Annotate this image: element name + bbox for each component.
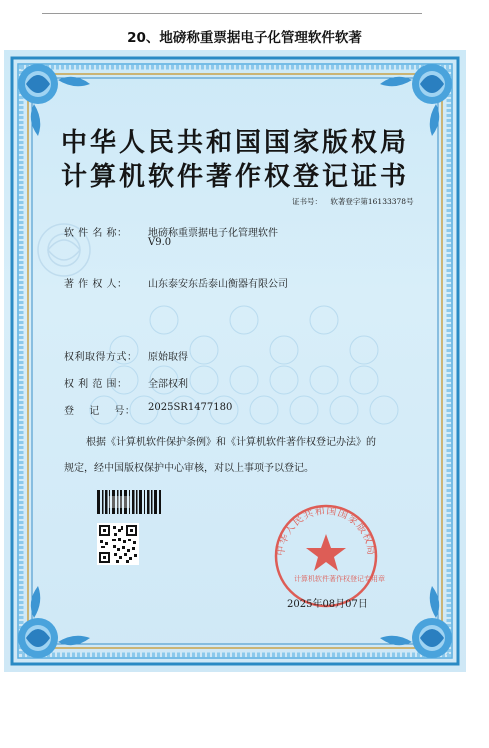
page-heading: 20、地磅称重票据电子化管理软件软著 [127,30,362,46]
software-version-value: V9.0 [148,237,172,248]
official-seal [274,505,378,606]
rights-acquisition-label: 权利取得方式： [64,352,138,363]
rights-scope-label: 权 利 范 围： [64,379,128,390]
copyright-owner-value: 山东泰安东岳泰山衡器有限公司 [148,279,288,290]
software-name-value: 地磅称重票据电子化管理软件 [148,228,278,239]
corner-ornament-bottom-left [18,586,90,658]
legal-paragraph-line2: 规定，经中国版权保护中心审核，对以上事项予以登记。 [64,463,314,474]
registration-number-value: 2025SR1477180 [148,402,233,413]
svg-text:中华人民共和国国家版权局: 中华人民共和国国家版权局 [275,505,377,557]
certificate [4,50,466,672]
seal-text-bottom: 计算机软件著作权登记专用章 [294,575,385,583]
header-rule [42,13,422,14]
issue-date: 2025年08月07日 [287,599,368,610]
rights-scope-value: 全部权利 [148,379,188,390]
legal-paragraph-line1: 根据《计算机软件保护条例》和《计算机软件著作权登记办法》的 [86,437,376,448]
software-name-label: 软 件 名 称： [64,228,128,239]
registration-number-label: 登 记 号： [64,406,136,417]
rights-acquisition-value: 原始取得 [148,352,188,363]
copyright-owner-label: 著 作 权 人： [64,279,128,290]
qr-code [97,523,139,565]
star-icon [306,534,346,571]
barcode [97,490,161,514]
corner-ornament-bottom-right [380,586,452,658]
certificate-number: 证书号： 软著登字第16133378号 [292,197,414,206]
certificate-title-line2: 计算机软件著作权登记证书 [60,162,409,192]
background-pattern [90,306,398,424]
certificate-title-line1: 中华人民共和国国家版权局 [60,128,409,158]
